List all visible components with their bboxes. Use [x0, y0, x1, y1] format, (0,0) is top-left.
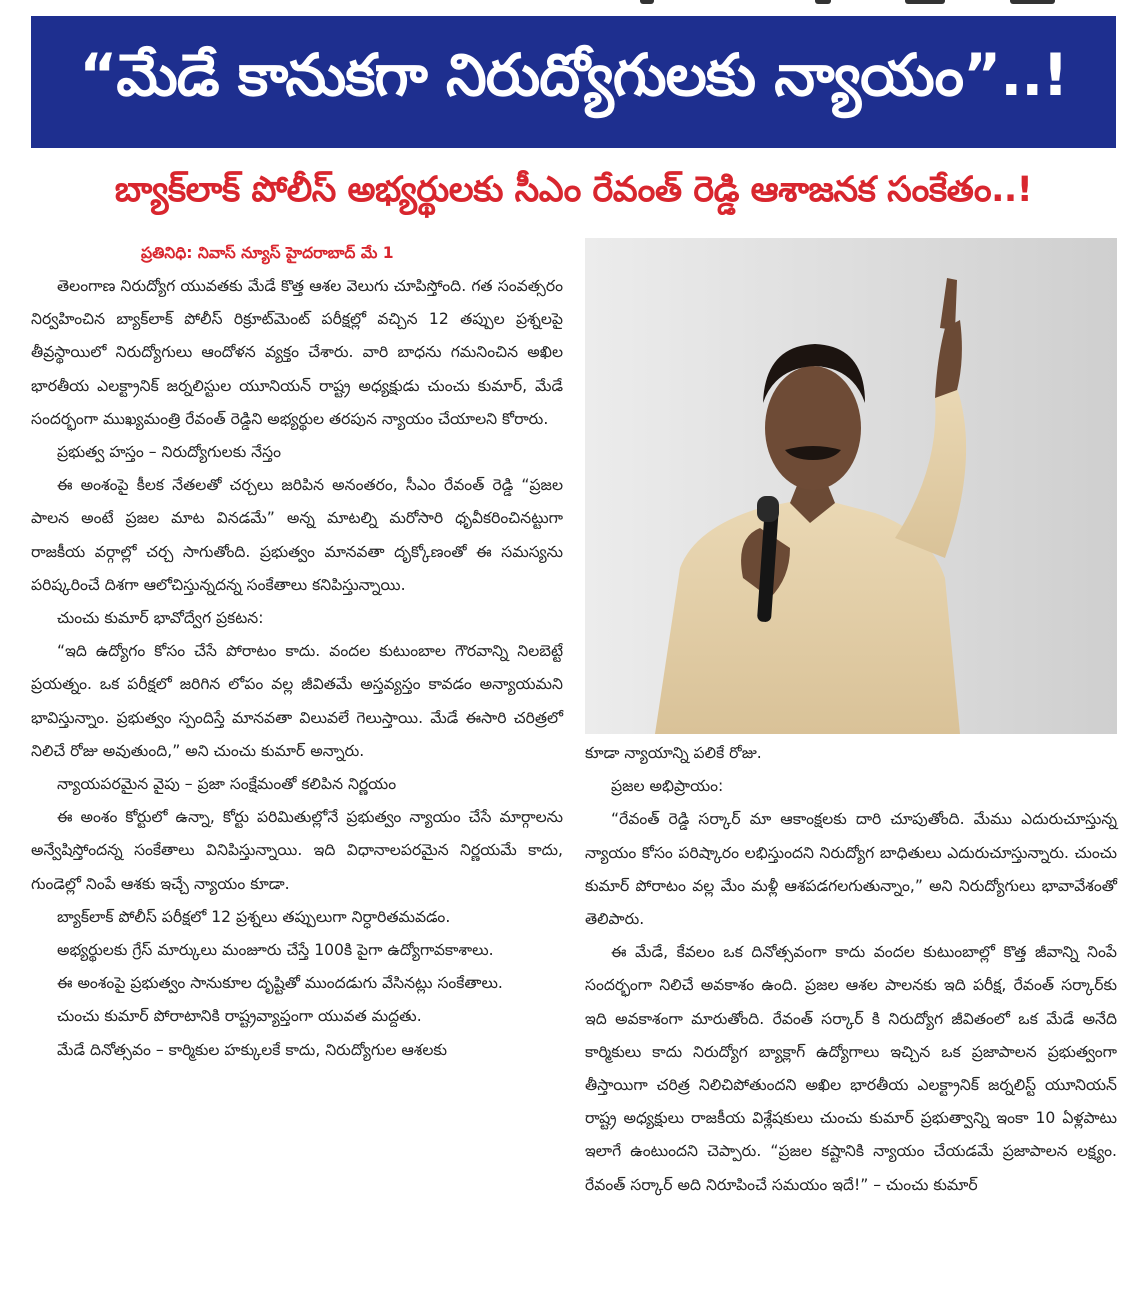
- section-heading-government: ప్రభుత్వ హస్తం – నిరుద్యోగులకు నేస్తం: [57, 443, 281, 462]
- bullet-point-3: ఈ అంశంపై ప్రభుత్వం సానుకూల దృష్టితో ముందడుగు వేసినట్లు సంకేతాలు.: [57, 974, 503, 993]
- bullet-point-1: బ్యాక్‌లాక్ పోలీస్ పరీక్షలో 12 ప్రశ్నలు తప్పులుగా నిర్ధారితమవడం.: [57, 907, 451, 926]
- dateline: ప్రతినిధి: నివాస్ న్యూస్ హైదరాబాద్ మే 1: [141, 244, 394, 262]
- article-right-column: [585, 737, 1117, 1202]
- section-heading-legal: న్యాయపరమైన వైపు – ప్రజా సంక్షేమంతో కలిపిన నిర్ణయం: [57, 775, 397, 794]
- paragraph-intro: తెలంగాణ నిరుద్యోగ యువతకు మేడే కొత్త ఆశల వెలుగు చూపిస్తోంది. గత సంవత్సరం నిర్వహించిన బ్యాక్‌లాక్ పోలీస్ రిక్రూట్‌మెంట్ పరీక్షల్లో వచ్చిన 12 తప్పుల ప్రశ్నలపై తీవ్రస్థాయిలో నిరుద్యోగులు ఆందోళన వ్యక్తం చేశారు. వారి బాధను గమనించిన అఖిల భారతీయ ఎలక్ట్రానిక్ జర్నలిస్టుల యూనియన్ రాష్ట్ర అధ్యక్షుడు చుంచు కుమార్, మేడే సందర్భంగా ముఖ్యమంత్రి రేవంత్ రెడ్డిని అభ్యర్థుల తరపున న్యాయం చేయాలని కోరారు.: [31, 277, 563, 428]
- bullet-point-2: అభ్యర్థులకు గ్రేస్ మార్కులు మంజూరు చేస్తే 100కి పైగా ఉద్యోగావకాశాలు.: [57, 941, 494, 960]
- headline-banner: [31, 16, 1116, 148]
- headline: “మేడే కానుకగా నిరుద్యోగులకు న్యాయం”..!: [79, 40, 1068, 109]
- subheadline: బ్యాక్‌లాక్ పోలీస్ అభ్యర్థులకు సీఎం రేవంత్ రెడ్డి ఆశాజనక సంకేతం..!: [114, 170, 1033, 210]
- speaker-photo: [585, 238, 1117, 734]
- subheadline-container: [31, 160, 1116, 228]
- section-heading-statement: చుంచు కుమార్ భావోద్వేగ ప్రకటన:: [57, 609, 264, 628]
- bullet-point-4: చుంచు కుమార్ పోరాటానికి రాష్ట్రవ్యాప్తంగా యువత మద్దతు.: [57, 1007, 422, 1026]
- top-rule: [0, 0, 1138, 10]
- paragraph-quote: “ఇది ఉద్యోగం కోసం చేసే పోరాటం కాదు. వందల కుటుంబాల గౌరవాన్ని నిలబెట్టే ప్రయత్నం. ఒక పరీక్షలో జరిగిన లోపం వల్ల జీవితమే అస్తవ్యస్తం కావడం అన్యాయమని భావిస్తున్నాం. ప్రభుత్వం స్పందిస్తే మానవతా విలువలే గెలుస్తాయి. మేడే ఈసారి చరిత్రలో నిలిచే రోజు అవుతుంది,” అని చుంచు కుమార్ అన్నారు.: [31, 642, 563, 760]
- paragraph-public-quote: “రేవంత్ రెడ్డి సర్కార్ మా ఆకాంక్షలకు దారి చూపుతోంది. మేము ఎదురుచూస్తున్న న్యాయం కోసం పరిష్కారం లభిస్తుందని నిరుద్యోగ బాధితులు ఎదురుచూస్తున్నారు. చుంచు కుమార్ పోరాటం వల్ల మేం మళ్లీ ఆశపడగలగుతున్నాం,” అని నిరుద్యోగులు భావావేశంతో తెలిపారు.: [585, 810, 1117, 929]
- article-left-column: [31, 238, 563, 1067]
- section-heading-public-opinion: ప్రజల అభిప్రాయం:: [611, 777, 724, 796]
- paragraph-continuation: కూడా న్యాయాన్ని పలికే రోజు.: [585, 744, 762, 762]
- paragraph-court: ఈ అంశం కోర్టులో ఉన్నా, కోర్టు పరిమితుల్లోనే ప్రభుత్వం న్యాయం చేసే మార్గాలను అన్వేషిస్తోందన్న సంకేతాలు వినిపిస్తున్నాయి. ఇది విధానాలపరమైన నిర్ణయమే కాదు, గుండెల్లో నింపే ఆశకు ఇచ్చే న్యాయం కూడా.: [31, 808, 563, 893]
- paragraph-conclusion: ఈ మేడే, కేవలం ఒక దినోత్సవంగా కాదు వందల కుటుంబాల్లో కొత్త జీవాన్ని నింపే సందర్భంగా నిలిచే అవకాశం ఉంది. ప్రజల ఆశల పాలనకు ఇది పరీక్ష, రేవంత్ సర్కార్‌కు ఇది అవకాశంగా మారుతోంది. రేవంత్ సర్కార్ కి నిరుద్యోగ జీవితంలో ఒక మేడే అనేది కార్మికులు కాదు నిరుద్యోగ బ్యాక్లాగ్ ఉద్యోగాలు ఇచ్చిన ఒక ప్రజాపాలన ప్రభుత్వంగా తీస్తాయిగా చరిత్ర నిలిచిపోతుందని అఖిల భారతీయ ఎలక్ట్రానిక్ జర్నలిస్ట్ యూనియన్ రాష్ట్ర అధ్యక్షులు రాజకీయ విశ్లేషకులు చుంచు కుమార్ ప్రభుత్వాన్ని ఇంకా 10 ఏళ్లపాటు ఇలాగే ఉంటుందని చెప్పారు. “ప్రజల కష్టానికి న్యాయం చేయడమే ప్రజాపాలన లక్ష్యం. రేవంత్ సర్కార్ అది నిరూపించే సమయం ఇదే!” – చుంచు కుమార్: [585, 943, 1117, 1194]
- paragraph-mayday: మేడే దినోత్సవం – కార్మికుల హక్కులకే కాదు, నిరుద్యోగుల ఆశలకు: [57, 1040, 447, 1059]
- paragraph-discussion: ఈ అంశంపై కీలక నేతలతో చర్చలు జరిపిన అనంతరం, సీఎం రేవంత్ రెడ్డి “ప్రజల పాలన అంటే ప్రజల మాట వినడమే” అన్న మాటల్ని మరోసారి ధృవీకరించినట్టుగా రాజకీయ వర్గాల్లో చర్చ సాగుతోంది. ప్రభుత్వం మానవతా దృక్కోణంతో ఈ సమస్యను పరిష్కరించే దిశగా ఆలోచిస్తున్నదన్న సంకేతాలు కనిపిస్తున్నాయి.: [31, 476, 563, 594]
